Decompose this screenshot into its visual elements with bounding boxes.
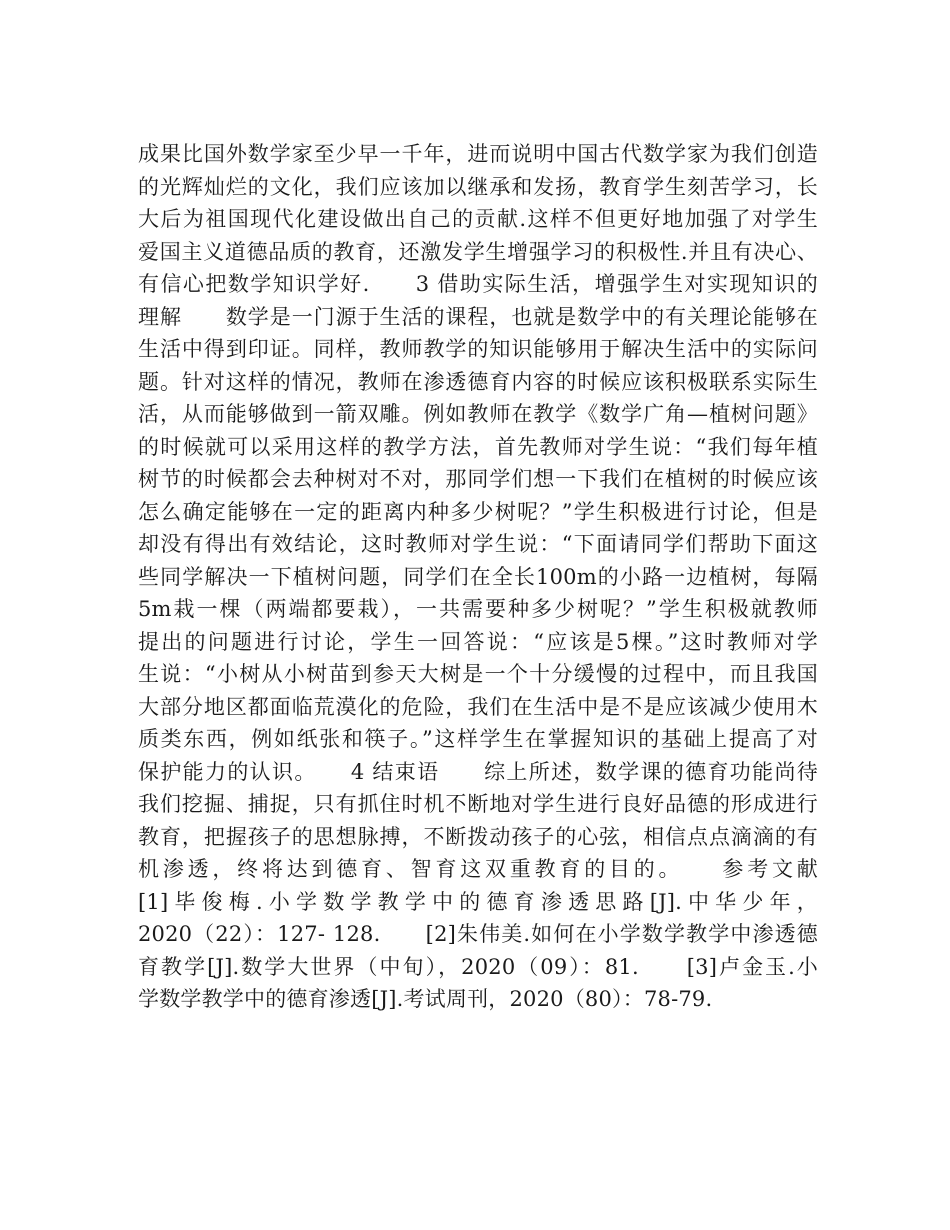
reference-line: 育教学[J].数学大世界（中旬），2020（09）：81. [3]卢金玉.小: [138, 954, 818, 979]
text-line: 大后为祖国现代化建设做出自己的贡献.这样不但更好地加强了对学生: [138, 207, 818, 231]
text-line: 有信心把数学知识学好. 3 借助实际生活，增强学生对实现知识的: [138, 272, 818, 296]
text-line: 机渗透，终将达到德育、智育这双重教育的目的。 参考文献: [138, 857, 818, 881]
reference-line: [1]毕俊梅.小学数学教学中的德育渗透思路[J].中华少年，: [138, 889, 818, 914]
text-line: 我们挖掘、捕捉，只有抓住时机不断地对学生进行良好品德的形成进行: [138, 792, 818, 816]
text-line: 却没有得出有效结论，这时教师对学生说：“下面请同学们帮助下面这: [138, 532, 818, 556]
text-line: 提出的问题进行讨论，学生一回答说：“应该是5棵。”这时教师对学: [138, 629, 818, 654]
text-line: 理解 数学是一门源于生活的课程，也就是数学中的有关理论能够在: [138, 304, 818, 329]
text-line: 的时候就可以采用这样的教学方法，首先教师对学生说：“我们每年植: [138, 434, 818, 459]
text-line: 活，从而能够做到一箭双雕。例如教师在教学《数学广角—植树问题》: [138, 402, 818, 426]
text-line: 题。针对这样的情况，教师在渗透德育内容的时候应该积极联系实际生: [138, 369, 818, 394]
text-line: 5m栽一棵（两端都要栽），一共需要种多少树呢？”学生积极就教师: [138, 597, 818, 621]
reference-line: 学数学教学中的德育渗透[J].考试周刊，2020（80）：78-79.: [138, 987, 713, 1011]
text-line: 成果比国外数学家至少早一千年，进而说明中国古代数学家为我们创造: [138, 142, 818, 166]
text-line: 爱国主义道德品质的教育，还激发学生增强学习的积极性.并且有决心、: [138, 239, 818, 264]
text-line: 的光辉灿烂的文化，我们应该加以继承和发扬，教育学生刻苦学习，长: [138, 174, 818, 199]
body-text: [138, 138, 818, 1016]
text-line: 树节的时候都会去种树对不对，那同学们想一下我们在植树的时候应该: [138, 467, 818, 491]
text-line: 大部分地区都面临荒漠化的危险，我们在生活中是不是应该减少使用木: [138, 694, 818, 719]
text-line: 些同学解决一下植树问题，同学们在全长100m的小路一边植树，每隔: [138, 564, 818, 589]
text-line: 保护能力的认识。 4 结束语 综上所述，数学课的德育功能尚待: [138, 759, 818, 784]
reference-line: 2020（22）：127- 128. [2]朱伟美.如何在小学数学教学中渗透德: [138, 922, 818, 946]
text-line: 质类东西，例如纸张和筷子。”这样学生在掌握知识的基础上提高了对: [138, 727, 818, 751]
text-line: 教育，把握孩子的思想脉搏，不断拨动孩子的心弦，相信点点滴滴的有: [138, 824, 818, 849]
text-line: 生活中得到印证。同样，教师教学的知识能够用于解决生活中的实际问: [138, 337, 818, 361]
text-line: 怎么确定能够在一定的距离内种多少树呢？”学生积极进行讨论，但是: [138, 499, 818, 524]
text-line: 生说：“小树从小树苗到参天大树是一个十分缓慢的过程中，而且我国: [138, 662, 818, 686]
